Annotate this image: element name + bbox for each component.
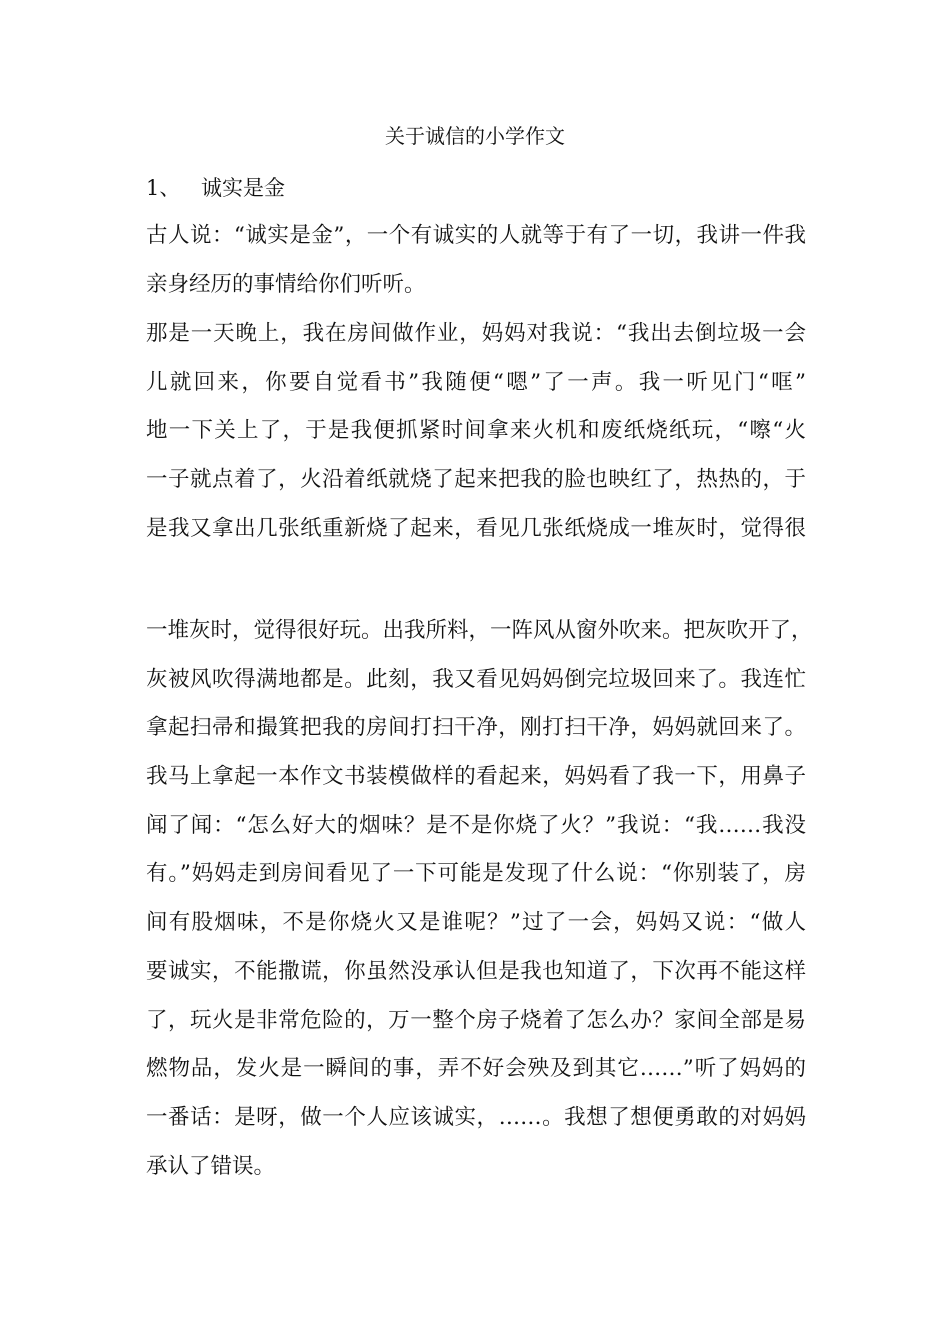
paragraph-line: 一堆灰时，觉得很好玩。出我所料，一阵风从窗外吹来。把灰吹开了， [146,618,813,643]
paragraph-line: 亲身经历的事情给你们听听。 [146,271,426,297]
paragraph-line: 是我又拿出几张纸重新烧了起来，看见几张纸烧成一堆灰时，觉得很 [146,515,806,541]
paragraph-line: 了，玩火是非常危险的，万一整个房子烧着了怎么办？家间全部是易 [146,1007,806,1033]
paragraph-line: 间有股烟味，不是你烧火又是谁呢？”过了一会，妈妈又说：“做人 [146,910,806,936]
section-heading [146,173,285,203]
section-number: 1、 [146,176,181,200]
paragraph-line: 一番话：是呀，做一个人应该诚实，……。我想了想便勇敢的对妈妈 [146,1104,806,1130]
paragraph-line: 承认了错误。 [146,1153,276,1179]
paragraph-line: 有。”妈妈走到房间看见了一下可能是发现了什么说：“你别装了，房 [146,861,806,887]
document-title: 关于诚信的小学作文 [385,124,565,148]
paragraph-intro [146,212,806,309]
paragraph-line: 那是一天晚上，我在房间做作业，妈妈对我说：“我出去倒垃圾一会 [146,321,806,346]
paragraph-line: 拿起扫帚和撮箕把我的房间打扫干净，刚打扫干净，妈妈就回来了。 [146,715,806,741]
section-heading-text: 诚实是金 [201,176,285,200]
paragraph-line: 闻了闻：“怎么好大的烟味？是不是你烧了火？”我说：“我……我没 [146,812,806,838]
paragraph-line: 古人说：“诚实是金”，一个有诚实的人就等于有了一切，我讲一件我 [146,223,806,248]
paragraph-line: 灰被风吹得满地都是。此刻，我又看见妈妈倒完垃圾回来了。我连忙 [146,666,806,692]
paragraph-line: 一子就点着了，火沿着纸就烧了起来把我的脸也映红了，热热的，于 [146,467,806,493]
paragraph-line: 燃物品，发火是一瞬间的事，弄不好会殃及到其它……”听了妈妈的 [146,1056,806,1082]
paragraph-line: 地一下关上了，于是我便抓紧时间拿来火机和废纸烧纸玩，“嚓“火 [146,418,806,444]
paragraph-story-start [146,310,806,553]
paragraph-line: 我马上拿起一本作文书装模做样的看起来，妈妈看了我一下，用鼻子 [146,764,806,790]
paragraph-line: 要诚实，不能撒谎，你虽然没承认但是我也知道了，下次再不能这样 [146,958,806,984]
paragraph-story-continued [146,607,813,1191]
paragraph-line: 儿就回来，你要自觉看书”我随便“嗯”了一声。我一听见门“哐” [146,369,806,395]
